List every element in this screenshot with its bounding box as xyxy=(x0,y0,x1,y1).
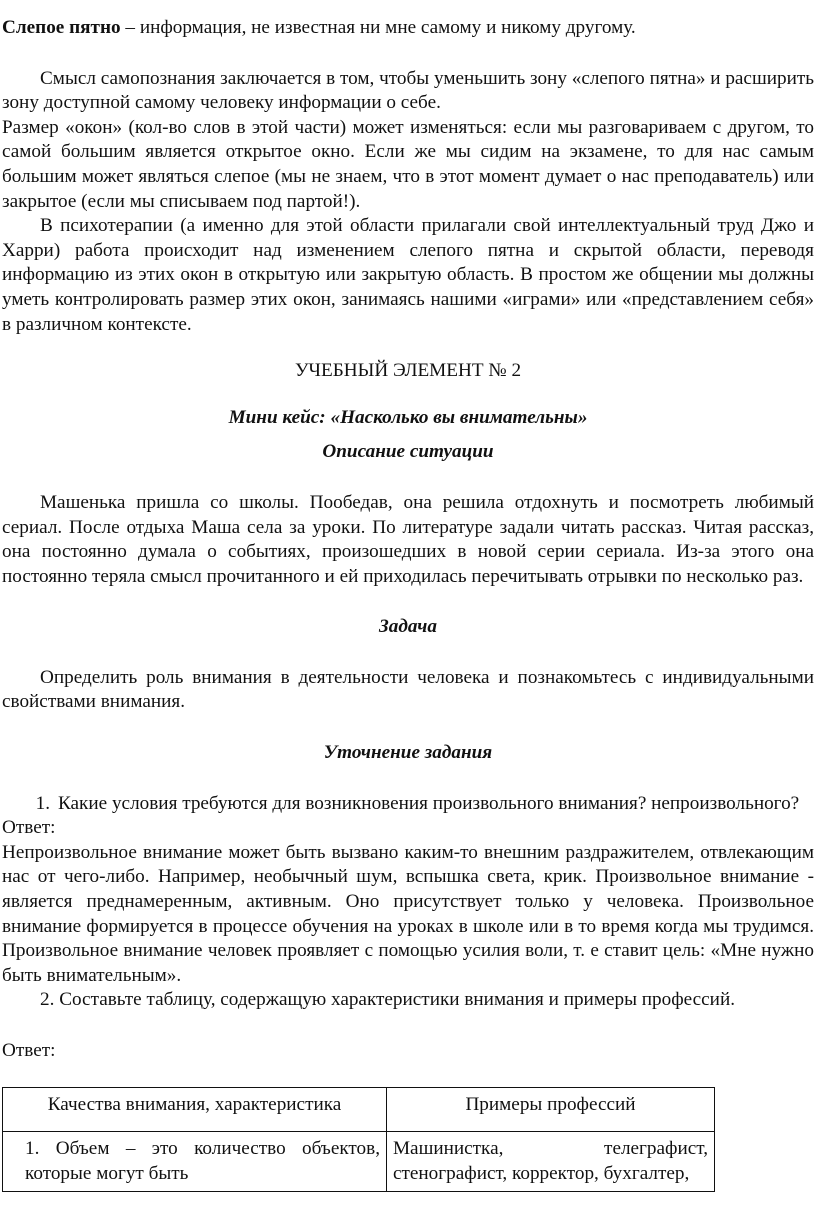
task-title: Задача xyxy=(379,616,437,638)
answer-1-label: Ответ: xyxy=(2,817,56,839)
question-1 xyxy=(2,792,814,817)
table-header-row xyxy=(3,1087,715,1132)
situation-text: Машенька пришла со школы. Пообедав, она решила отдохнуть и посмотреть любимый сериал. После отдыха Маша села за уроки. По литературе задали читать рассказ. Читая рассказ, она постоянно думала о событиях, произошедших в новой серии сериала. Из-за этого она постоянно теряла смысл прочитанного и ей приходилась перечитывать отрывки по несколько раз. xyxy=(2,491,814,587)
question-2: 2. Составьте таблицу, содержащую характеристики внимания и примеры профессий. xyxy=(40,989,736,1011)
answer-2-label: Ответ: xyxy=(2,1040,56,1061)
table-cell-professions: Машинистка, телеграфист, стенографист, корректор, бухгалтер, xyxy=(387,1132,715,1192)
paragraph-blind-spot xyxy=(2,16,814,41)
task-text: Определить роль внимания в деятельности человека и познакомьтесь с индивидуальными свойствами внимания. xyxy=(2,666,814,713)
paragraph-psychotherapy: В психотерапии (а именно для этой области прилагали свой интеллектуальный труд Джо и Харри) работа происходит над изменением слепого пятна и скрытой области, переводя информацию из этих окон в открытую или закрытую область. В простом же общении мы должны уметь контролировать размер этих окон, занимаясь нашими «играми» или «представлением себя» в различном контексте. xyxy=(2,215,814,335)
paragraph-self-knowledge: Смысл самопознания заключается в том, чтобы уменьшить зону «слепого пятна» и расширить зону доступной самому человеку информации о себе. xyxy=(2,67,814,114)
answer-1-text: Непроизвольное внимание может быть вызвано каким-то внешним раздражителем, отвлекающим нас от чего-либо. Например, необычный шум, вспышка света, крик. Произвольное внимание - является преднамеренным, активным. Оно присутствует только у человека. Произвольное внимание формируется в процессе обучения на уроках в школе или в то время когда мы трудимся. Произвольное внимание человек проявляет с помощью усилия воли, т. е ставит цель: «Мне нужно быть внимательным». xyxy=(2,841,814,986)
table-row xyxy=(3,1132,715,1192)
question-1-text: Какие условия требуются для возникновения произвольного внимания? непроизвольного? xyxy=(58,792,800,814)
question-1-number: 1. xyxy=(35,792,50,814)
section-title: УЧЕБНЫЙ ЭЛЕМЕНТ № 2 xyxy=(294,360,522,382)
situation-title: Описание ситуации xyxy=(322,441,494,463)
table-cell-quality: 1. Объем – это количество объектов, которые могут быть xyxy=(3,1132,387,1192)
table-header-qualities: Качества внимания, характеристика xyxy=(3,1087,387,1132)
attention-table xyxy=(2,1087,715,1193)
blind-spot-definition: – информация, не известная ни мне самому и никому другому. xyxy=(120,17,636,38)
paragraph-window-size: Размер «окон» (кол-во слов в этой части) может изменяться: если мы разговариваем с другом, то самой большим является открытое окно. Если же мы сидим на экзамене, то для нас самым большим может являться слепое (мы не знаем, что в этот момент думает о нас преподаватель) или закрытое (если мы списываем под партой!). xyxy=(2,116,814,212)
case-title: Мини кейс: «Насколько вы внимательны» xyxy=(228,406,588,428)
table-header-professions: Примеры профессий xyxy=(387,1087,715,1132)
clarify-title: Уточнение задания xyxy=(323,742,493,764)
document-page xyxy=(0,16,816,1192)
term-blind-spot: Слепое пятно xyxy=(2,17,121,38)
